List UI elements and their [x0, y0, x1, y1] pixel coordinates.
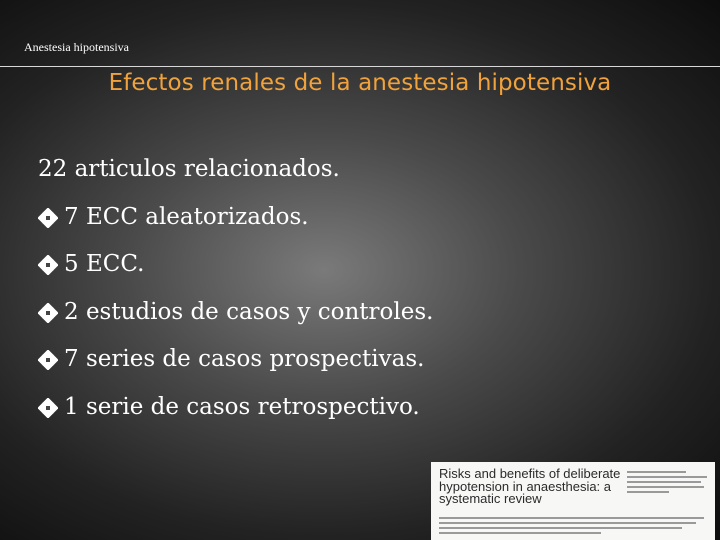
diamond-flower-bullet-icon: [38, 398, 64, 418]
list-item-text: 5 ECC.: [64, 251, 145, 277]
diamond-flower-bullet-icon: [38, 303, 64, 323]
header-label: Anestesia hipotensiva: [24, 40, 129, 54]
list-item: [38, 241, 698, 289]
list-item-text: 1 serie de casos retrospectivo.: [64, 393, 420, 420]
article-author-block: [627, 468, 711, 496]
list-item-text: 22 articulos relacionados.: [38, 156, 340, 182]
header-divider: [0, 66, 720, 67]
article-title: Risks and benefits of deliberate hypotension in anaesthesia: a systematic review: [439, 466, 621, 506]
article-thumbnail: [431, 462, 715, 540]
list-item: [38, 384, 698, 432]
list-item-text: 7 series de casos prospectivas.: [64, 346, 425, 372]
list-item-text: 7 ECC aleatorizados.: [64, 203, 309, 230]
list-item: [38, 194, 698, 242]
diamond-flower-bullet-icon: [38, 350, 64, 370]
list-item: [38, 289, 698, 337]
bullet-list: [38, 146, 698, 431]
diamond-flower-bullet-icon: [38, 208, 64, 228]
article-abstract-block: [439, 514, 709, 537]
slide-title: Efectos renales de la anestesia hipotensiva: [108, 70, 612, 96]
list-item-text: 2 estudios de casos y controles.: [64, 298, 434, 325]
list-item: [38, 336, 698, 384]
diamond-flower-bullet-icon: [38, 255, 64, 275]
list-item: [38, 146, 698, 194]
